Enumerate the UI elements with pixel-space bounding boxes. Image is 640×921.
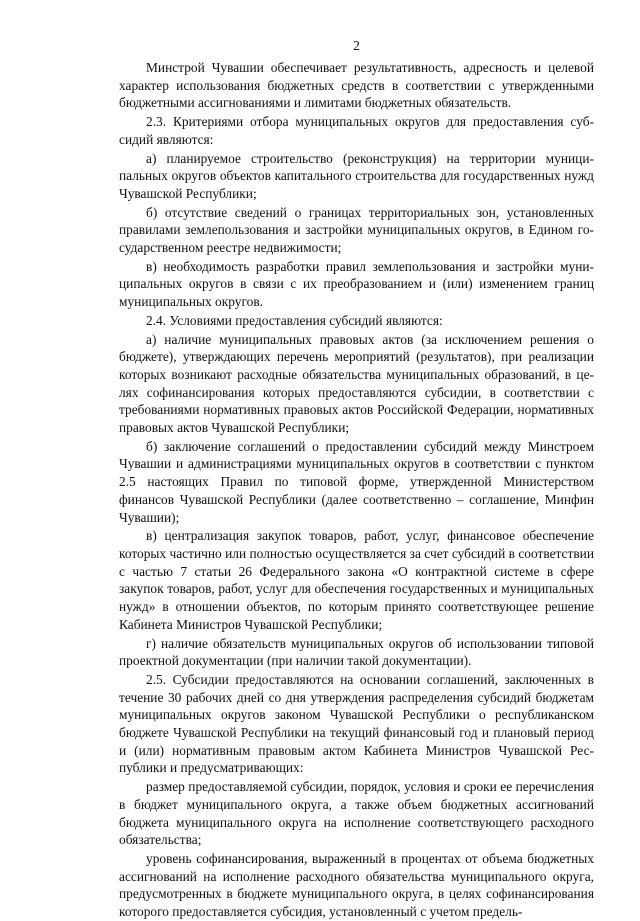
paragraph-2-3-a: а) планируемое строительство (реконструкция) на территории муниципальных округов объектов капитального строительства для государственных нужд Чувашской Республики;: [119, 150, 594, 201]
page-number: 2: [353, 38, 360, 53]
document-body: [119, 59, 594, 921]
paragraph-2-5-subsidy-size: размер предоставляемой субсидии, порядок, условия и сроки ее перечисления в бюджет муниципального округа, а также объем бюджетных ассигнований бюджета муниципального округа на исполнение соответствующего расходного обязательства;: [119, 779, 594, 848]
paragraph-2-4-v: в) централизация закупок товаров, работ, услуг, финансовое обеспечение которых частично или полностью осуществляется за счет субсидий в соответствии с частью 7 статьи 26 Федерального закона «О контрактной системе в сфере закупок товаров, работ, услуг для обеспечения государственных и муниципальных нужд» в отношении объектов, по которым принято соответствующее решение Кабинета Министров Чувашской Республики;: [119, 528, 594, 632]
paragraph-2-3-v: в) необходимость разработки правил землепользования и застройки муниципальных округов в связи с их преобразованием и (или) изменением границ муниципальных округов.: [119, 258, 594, 310]
paragraph-2-4-g: г) наличие обязательств муниципальных округов об использовании типовой проектной документации (при наличии такой документации).: [119, 635, 594, 669]
paragraph-2-4-a: а) наличие муниципальных правовых актов (за исключением решения о бюджете), утверждающих перечень мероприятий (результатов), при реализации которых возникают расходные обязательства муниципальных образований, в целях софинансирования которых предоставляются субсидии, в соответствии с требованиями нормативных правовых актов Российской Федерации, нормативных правовых актов Чувашской Республики;: [119, 331, 594, 436]
paragraph-2-4-b: б) заключение соглашений о предоставлении субсидий между Минстроем Чувашии и администрациями муниципальных округов в соответствии с пунктом 2.5 настоящих Правил по типовой форме, утвержденной Министерством финансов Чувашской Республики (далее соответственно – соглашение, Минфин Чувашии);: [119, 438, 594, 525]
paragraph-2-5-heading: 2.5. Субсидии предоставляются на основании соглашений, заключенных в течение 30 рабочих дней со дня утверждения распределения субсидий бюджетам муниципальных округов законом Чувашской Республики о республиканском бюджете Чувашской Республики на текущий финансовый год и плановый период и (или) нормативным правовым актом Кабинета Министров Чувашской Республики и предусматривающих:: [119, 671, 594, 776]
paragraph-2-3-heading: 2.3. Критериями отбора муниципальных округов для предоставления субсидий являются:: [119, 114, 594, 147]
paragraph-2-3-b: б) отсутствие сведений о границах территориальных зон, установленных правилами землепользования и застройки муниципальных округов, в Едином государственном реестре недвижимости;: [119, 204, 594, 256]
paragraph-2-4-heading: 2.4. Условиями предоставления субсидий являются:: [146, 312, 443, 328]
paragraph-minstroy-responsibility: Минстрой Чувашии обеспечивает результативность, адресность и целевой характер использования бюджетных средств в соответствии с утвержденными бюджетными ассигнованиями и лимитами бюджетных обязательств.: [119, 60, 594, 111]
paragraph-2-5-cofinancing-level: уровень софинансирования, выраженный в процентах от объема бюджетных ассигнований на исполнение расходного обязательства муниципального округа, предусмотренных в бюджете муниципального округа, в целях софинансирования которого предоставляется субсидия, установленный с учетом предель-: [119, 850, 594, 920]
